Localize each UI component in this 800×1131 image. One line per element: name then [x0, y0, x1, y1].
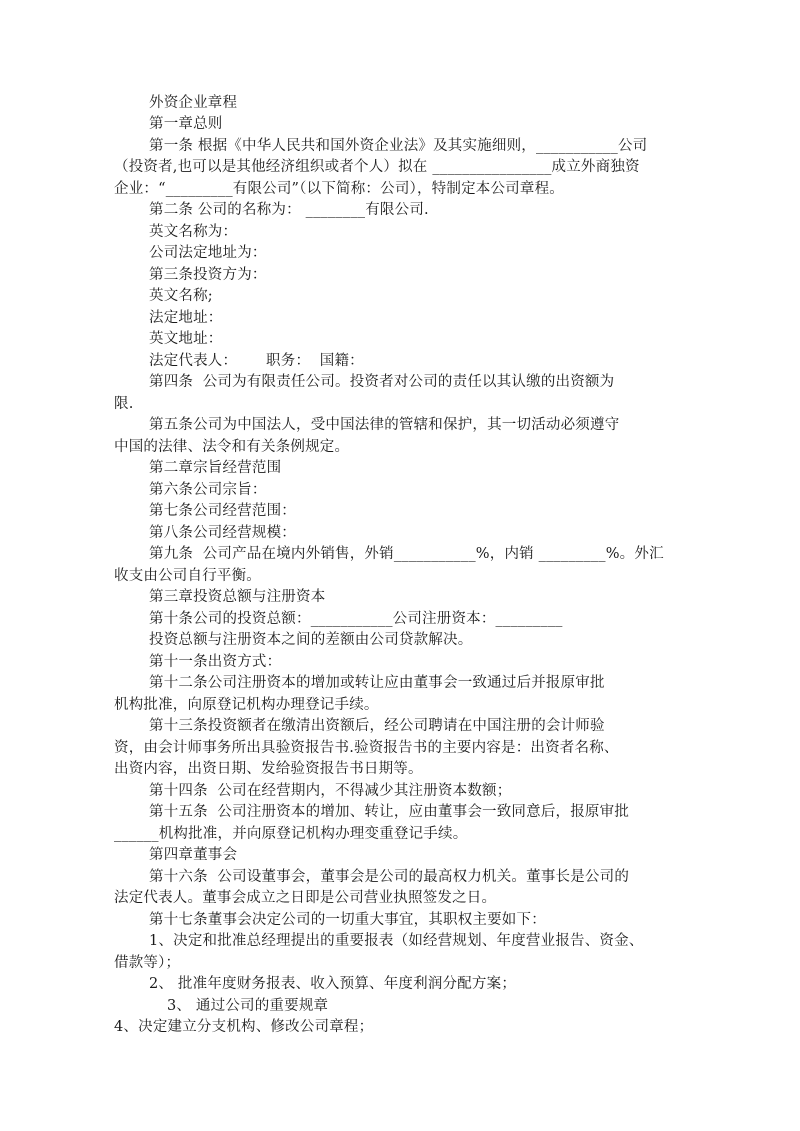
article-line: 收支由公司自行平衡。 [114, 568, 261, 584]
article-line: 投资总额与注册资本之间的差额由公司贷款解决。 [149, 632, 473, 648]
field-label: 英文名称; [149, 288, 213, 304]
article-line: 法定代表人。董事会成立之日即是公司营业执照签发之日。 [114, 890, 497, 906]
list-item: 1、决定和批准总经理提出的重要报表（如经营规划、年度营业报告、资金、 [149, 933, 644, 949]
article-line: 第十四条 公司在经营期内，不得减少其注册资本数额； [149, 783, 512, 799]
list-item: 4、决定建立分支机构、修改公司章程； [114, 1019, 374, 1035]
article-line: 第三条投资方为： [149, 267, 267, 283]
article-line: 第九条 公司产品在境内外销售，外销___________%，内销 _________%。外汇 [149, 546, 664, 562]
article-line: 机构批准，向原登记机构办理登记手续。 [114, 697, 379, 713]
article-line: 第十条公司的投资总额：___________公司注册资本：_________ [149, 611, 563, 627]
article-line: 出资内容，出资日期、发给验资报告书日期等。 [114, 761, 423, 777]
article-line: 中国的法律、法令和有关条例规定。 [114, 439, 350, 455]
chapter-heading: 第三章投资总额与注册资本 [149, 589, 326, 605]
doc-title: 外资企业章程 [149, 95, 238, 111]
article-line: 第十七条董事会决定公司的一切重大事宜，其职权主要如下： [149, 912, 546, 928]
article-line: 限. [114, 396, 134, 412]
chapter-heading: 第四章董事会 [149, 847, 238, 863]
list-item: 借款等）； [114, 955, 181, 971]
field-label: 法定地址： [149, 310, 223, 326]
article-line: ______机构批准，并向原登记机构办理变重登记手续。 [114, 826, 468, 842]
list-item: 2、 批准年度财务报表、收入预算、年度利润分配方案； [149, 976, 517, 992]
article-line: 第八条公司经营规模： [149, 525, 296, 541]
field-label: 公司法定地址为： [149, 245, 267, 261]
article-line: 第四条 公司为有限责任公司。投资者对公司的责任以其认缴的出资额为 [149, 374, 615, 390]
field-label: 英文名称为： [149, 224, 238, 240]
article-line: （投资者,也可以是其他经济组织或者个人）拟在 ________________成立外商独资 [114, 159, 640, 175]
chapter-heading: 第二章宗旨经营范围 [149, 460, 282, 476]
list-item: 3、 通过公司的重要规章 [167, 998, 329, 1014]
article-line: 第七条公司经营范围： [149, 503, 296, 519]
article-line: 第十二条公司注册资本的增加或转让应由董事会一致通过后并报原审批 [149, 675, 605, 691]
article-line: 第二条 公司的名称为： ________有限公司. [149, 202, 429, 218]
article-line: 企业：“_________有限公司”（以下简称：公司），特制定本公司章程。 [114, 181, 564, 197]
article-line: 第一条 根据《中华人民共和国外资企业法》及其实施细则，___________公司 [149, 138, 648, 154]
field-label: 英文地址： [149, 331, 223, 347]
article-line: 第十五条 公司注册资本的增加、转让，应由董事会一致同意后，报原审批 [149, 804, 630, 820]
article-line: 第十六条 公司设董事会，董事会是公司的最高权力机关。董事长是公司的 [149, 869, 630, 885]
article-line: 第十三条投资额者在缴清出资额后，经公司聘请在中国注册的会计师验 [149, 718, 605, 734]
field-label: 法定代表人： 职务： 国籍： [149, 353, 364, 369]
article-line: 第五条公司为中国法人，受中国法律的管辖和保护，其一切活动必须遵守 [149, 417, 620, 433]
article-line: 第六条公司宗旨： [149, 482, 267, 498]
article-line: 第十一条出资方式： [149, 654, 282, 670]
article-line: 资，由会计师事务所出具验资报告书.验资报告书的主要内容是：出资者名称、 [114, 740, 619, 756]
chapter-heading: 第一章总则 [149, 116, 223, 132]
